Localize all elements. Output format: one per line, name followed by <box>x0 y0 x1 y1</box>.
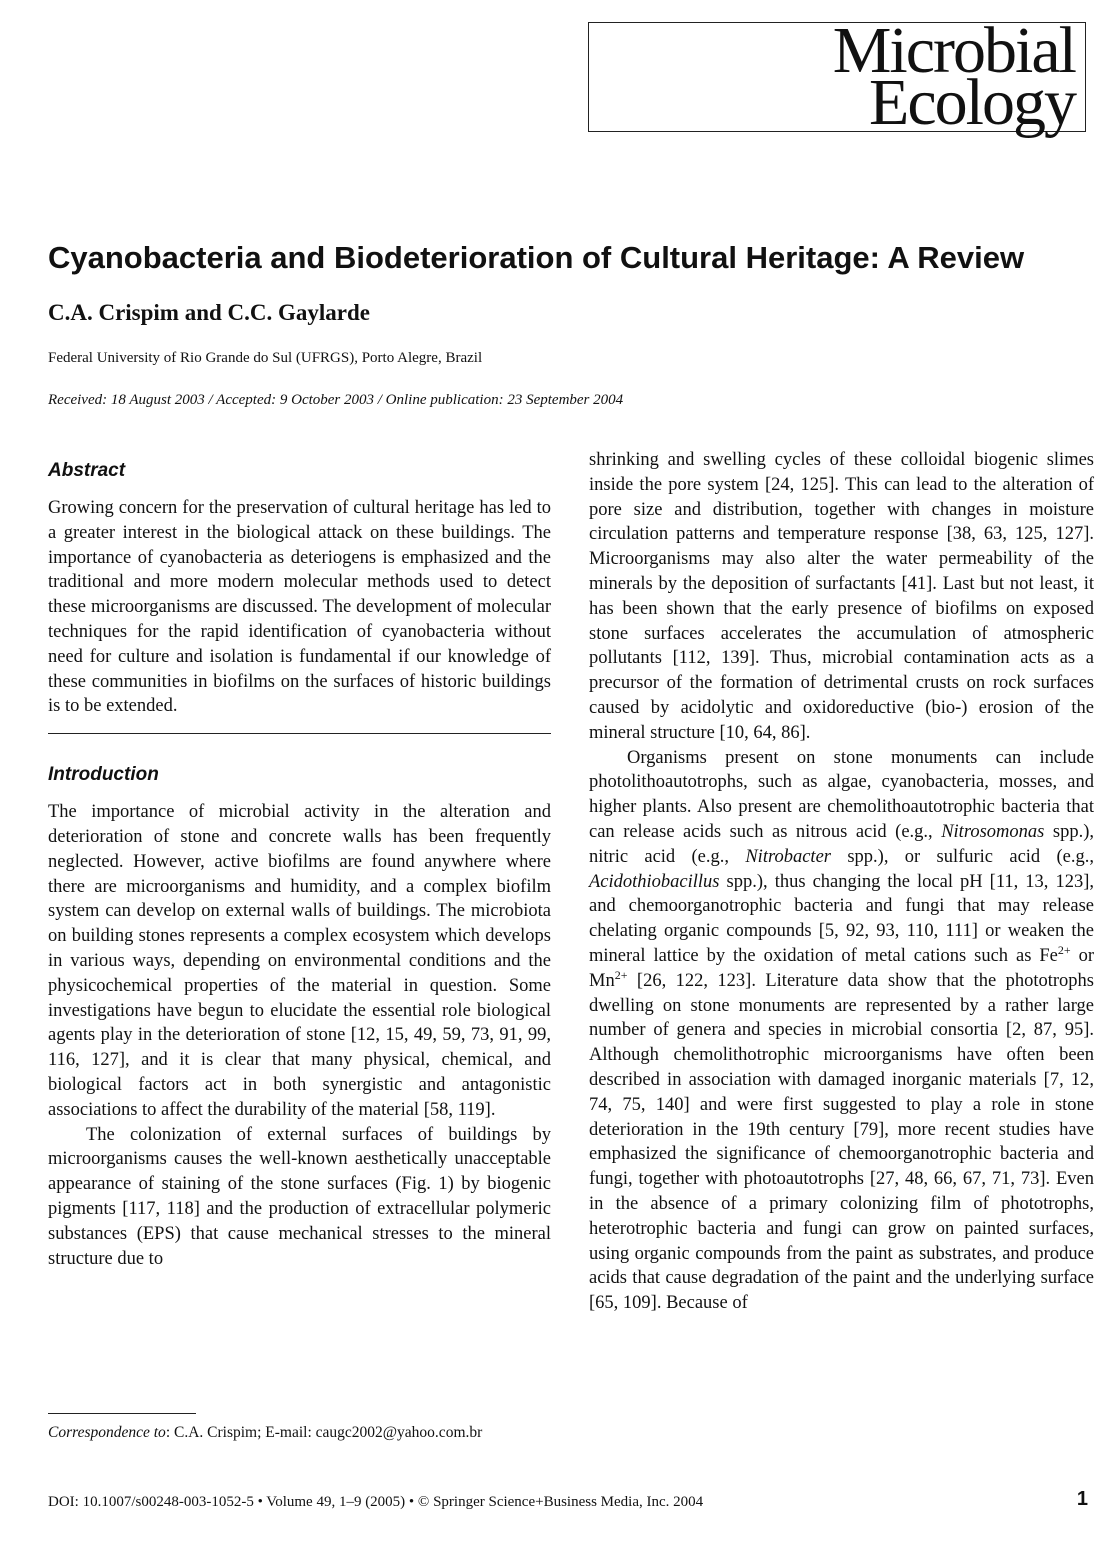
correspondence-footnote <box>48 1424 482 1442</box>
introduction-heading: Introduction <box>48 764 159 786</box>
superscript-charge: 2+ <box>1057 942 1071 957</box>
genus-nitrosomonas: Nitrosomonas <box>941 821 1045 842</box>
affiliation: Federal University of Rio Grande do Sul (UFRGS), Porto Alegre, Brazil <box>48 350 483 366</box>
text-run: or Mn <box>589 945 1094 991</box>
page-number: 1 <box>1076 1488 1088 1510</box>
publication-dates: Received: 18 August 2003 / Accepted: 9 October 2003 / Online publication: 23 September 2004 <box>48 392 624 408</box>
genus-nitrobacter: Nitrobacter <box>745 846 831 867</box>
right-paragraph-1: shrinking and swelling cycles of these colloidal biogenic slimes inside the pore system [24, 125]. This can lead to the alteration of pore size and distribution, together with changes in moisture circulation patterns and temperature response [38, 63, 125, 127]. Microorganisms may also alter the water permeability of the minerals by the deposition of surfactants [41]. Last but not least, it has been shown that the early presence of biofilms on exposed stone surfaces accelerates the accumulation of atmospheric pollutants [112, 139]. Thus, microbial contamination acts as a precursor of the formation of detrimental crusts on rock surfaces caused by acidolytic and oxidoreductive (bio-) erosion of the mineral structure [10, 64, 86]. <box>589 450 1094 743</box>
authors: C.A. Crispim and C.C. Gaylarde <box>48 300 371 325</box>
journal-logo <box>588 14 1086 139</box>
superscript-charge: 2+ <box>614 967 628 982</box>
journal-name-line2: Ecology <box>869 66 1075 139</box>
abstract-heading: Abstract <box>48 460 126 481</box>
text-run: [26, 122, 123]. Literature data show that the phototrophs dwelling on stone monuments are represented by a rather large number of genera and species in microbial consortia [2, 87, 95]. Although chemolithotrophic microorganisms have often been described in association with damaged inorganic materials [7, 12, 74, 75, 140] and were first suggested to play a role in stone deterioration in the 19th century [79], more recent studies have emphasized the significance of chemoorganotrophic bacteria and fungi, together with photoautotrophs [27, 48, 66, 67, 71, 73]. Even in the absence of a primary colonizing film of phototrophs, heterotrophic bacteria and fungi can grow on painted surfaces, using organic compounds from the paint as substrates, and produce acids that cause degradation of the paint and the underlying surface [65, 109]. Because of <box>589 970 1094 1314</box>
abstract-divider <box>48 733 551 734</box>
article-title: Cyanobacteria and Biodeterioration of Cultural Heritage: A Review <box>48 240 1025 275</box>
footnote-divider <box>48 1413 196 1414</box>
left-column <box>48 460 551 1271</box>
footnote-label: Correspondence to <box>48 1424 166 1441</box>
text-run: Organisms present on stone monuments can include photolithoautotrophs, such as algae, cyanobacteria, mosses, and higher plants. Also present are chemolithoautotrophic bacteria that can release acids such as nitrous acid (e.g., <box>589 747 1094 842</box>
genus-acidothiobacillus: Acidothiobacillus <box>589 871 720 892</box>
text-run: spp.), nitric acid (e.g., <box>589 821 1094 867</box>
footnote-text: : C.A. Crispim; E-mail: caugc2002@yahoo.com.br <box>165 1424 483 1441</box>
abstract-text: Growing concern for the preservation of cultural heritage has led to a greater interest in the biological attack on these buildings. The importance of cyanobacteria as deteriogens is emphasized and the traditional and more modern molecular methods used to detect these microorganisms are discussed. The development of molecular techniques for the rapid identification of cyanobacteria without need for culture and isolation is fundamental if our knowledge of these communities in biofilms on the surfaces of historic buildings is to be extended. <box>48 498 551 717</box>
right-paragraph-2 <box>589 746 1094 1316</box>
journal-name-line1: Microbial <box>832 14 1075 87</box>
text-run: spp.), or sulfuric acid (e.g., <box>831 846 1094 867</box>
introduction-paragraph-1: The importance of microbial activity in the alteration and deterioration of stone and concrete walls has been frequently neglected. However, active biofilms are found anywhere where there are microorganisms and humidity, and a complex biofilm system can develop on external walls of buildings. The microbiota on building stones represents a complex ecosystem which develops in various ways, depending on environmental conditions and the physicochemical properties of the material in question. Some investigations have begun to elucidate the essential role biological agents play in the deterioration of stone [12, 15, 49, 59, 73, 91, 99, 116, 127], and it is clear that many physical, chemical, and biological factors act in both synergistic and antagonistic associations to affect the durability of the material [58, 119]. <box>48 802 551 1120</box>
citation-footer: DOI: 10.1007/s00248-003-1052-5 • Volume 49, 1–9 (2005) • © Springer Science+Business Media, Inc. 2004 <box>48 1494 704 1510</box>
right-column <box>589 448 1094 1316</box>
text-run: spp.), thus changing the local pH [11, 13, 123], and chemoorganotrophic bacteria and fungi that may release chelating organic compounds [5, 92, 93, 110, 111] or weaken the mineral lattice by the oxidation of metal cations such as Fe <box>589 871 1094 966</box>
introduction-paragraph-2: The colonization of external surfaces of buildings by microorganisms causes the well-known aesthetically unacceptable appearance of staining of the stone surfaces (Fig. 1) by biogenic pigments [117, 118] and the production of extracellular polymeric substances (EPS) that cause mechanical stresses to the mineral structure due to <box>48 1124 551 1269</box>
